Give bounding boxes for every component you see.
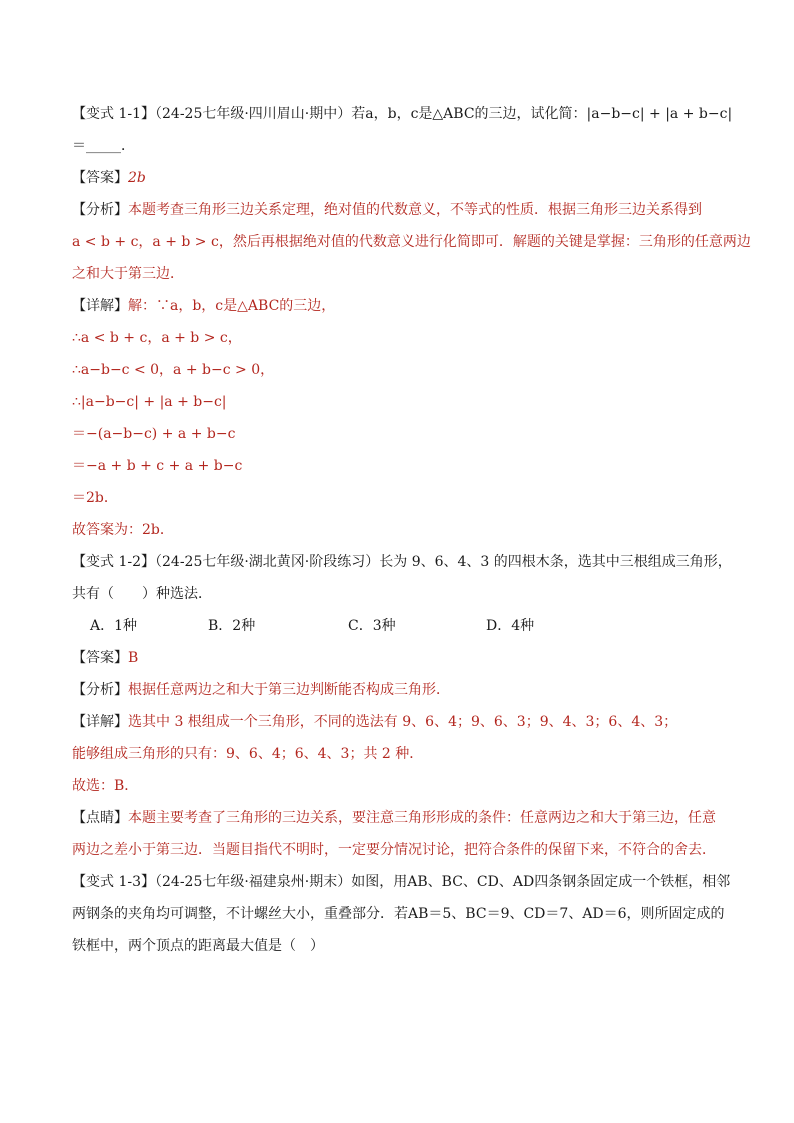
v1-final-prefix: 故答案为： [72,522,142,538]
v2-answer-tag: 【答案】 [72,650,128,666]
v2-comment-line2: 两边之差小于第三边．当题目指代不明时，一定要分情况讨论，把符合条件的保留下来，不符合的舍去． [72,842,716,858]
v2-answer-value: B [128,650,139,666]
v2-detail-line2: 能够组成三角形的只有：9、6、4；6、4、3；共 2 种． [72,746,424,762]
v2-analysis-line [72,674,722,706]
v1-tag: 【变式 1-1】 [72,106,155,122]
v1-detail-line3: ∴a−b−c < 0，a + b−c > 0， [72,362,275,378]
v1-analysis-line3: 之和大于第三边． [72,266,184,282]
v2-option-b: B．2种 [208,618,256,634]
v1-answer-tag: 【答案】 [72,170,128,186]
v1-answer-value: 2b [128,170,146,186]
v2-question-line1 [72,546,732,578]
v1-question-line1 [72,98,733,130]
v1-analysis-text1: 本题考查三角形三边关系定理，绝对值的代数意义，不等式的性质．根据三角形三边关系得到 [128,202,702,218]
v1-analysis-line1 [72,194,722,226]
v1-detail-line4: ∴|a−b−c| + |a + b−c| [72,394,227,410]
v1-final-line [72,514,722,546]
v2-question-text1: （24-25七年级·湖北黄冈·阶段练习）长为 9、6、4、3 的四根木条，选其中三根组成三角形， [155,554,732,570]
v2-option-d: D．4种 [486,618,535,634]
v1-detail-line1 [72,290,722,322]
v3-tag: 【变式 1-3】 [72,874,155,890]
v3-question-line2: 两钢条的夹角均可调整，不计螺丝大小，重叠部分．若AB＝5、BC＝9、CD＝7、AD＝6，则所固定成的 [72,906,725,922]
v2-detail-line1 [72,706,722,738]
v1-analysis-line2: a < b + c，a + b > c，然后再根据绝对值的代数意义进行化简即可．解题的关键是掌握：三角形的任意两边 [72,234,751,250]
v2-final-line: 故选：B． [72,778,139,794]
worksheet-page [72,98,751,962]
v2-comment-text1: 本题主要考查了三角形的三边关系，要注意三角形形成的条件：任意两边之和大于第三边，任意 [128,810,716,826]
v2-tag: 【变式 1-2】 [72,554,155,570]
v2-answer-line [72,642,722,674]
v2-analysis-text: 根据任意两边之和大于第三边判断能否构成三角形． [128,682,450,698]
v3-question-line1 [72,866,731,898]
v2-analysis-tag: 【分析】 [72,682,128,698]
v1-question-text1: （24-25七年级·四川眉山·期中）若a，b，c是△ABC的三边，试化简：|a−b−c| + |a + b−c| [155,106,733,122]
v1-detail-tag: 【详解】 [72,298,128,314]
v2-question-line2: 共有（ ）种选法． [72,586,212,602]
v2-option-c: C．3种 [348,618,396,634]
v2-options-row [72,610,722,642]
v3-question-text1: （24-25七年级·福建泉州·期末）如图，用AB、BC、CD、AD四条钢条固定成一个铁框，相邻 [155,874,731,890]
v2-comment-line1 [72,802,722,834]
v1-detail-line2: ∴a < b + c，a + b > c， [72,330,242,346]
v2-comment-tag: 【点睛】 [72,810,128,826]
v1-answer-line [72,162,722,194]
v1-detail-line7: ＝2b． [72,490,118,506]
v2-option-a: A．1种 [90,618,138,634]
v3-question-line3: 铁框中，两个顶点的距离最大值是（ ） [72,938,324,954]
v1-detail-line6: ＝−a + b + c + a + b−c [72,458,243,474]
v1-final-value: 2b． [142,522,174,538]
v1-detail-text1: 解：∵a，b，c是△ABC的三边， [128,298,336,314]
v1-detail-line5: ＝−(a−b−c) + a + b−c [72,426,236,442]
v1-analysis-tag: 【分析】 [72,202,128,218]
v1-question-line2: ＝_____． [72,138,135,154]
v2-detail-tag: 【详解】 [72,714,128,730]
v2-detail-text1: 选其中 3 根组成一个三角形，不同的选法有 9、6、4；9、6、3；9、4、3；6、4、3； [128,714,678,730]
